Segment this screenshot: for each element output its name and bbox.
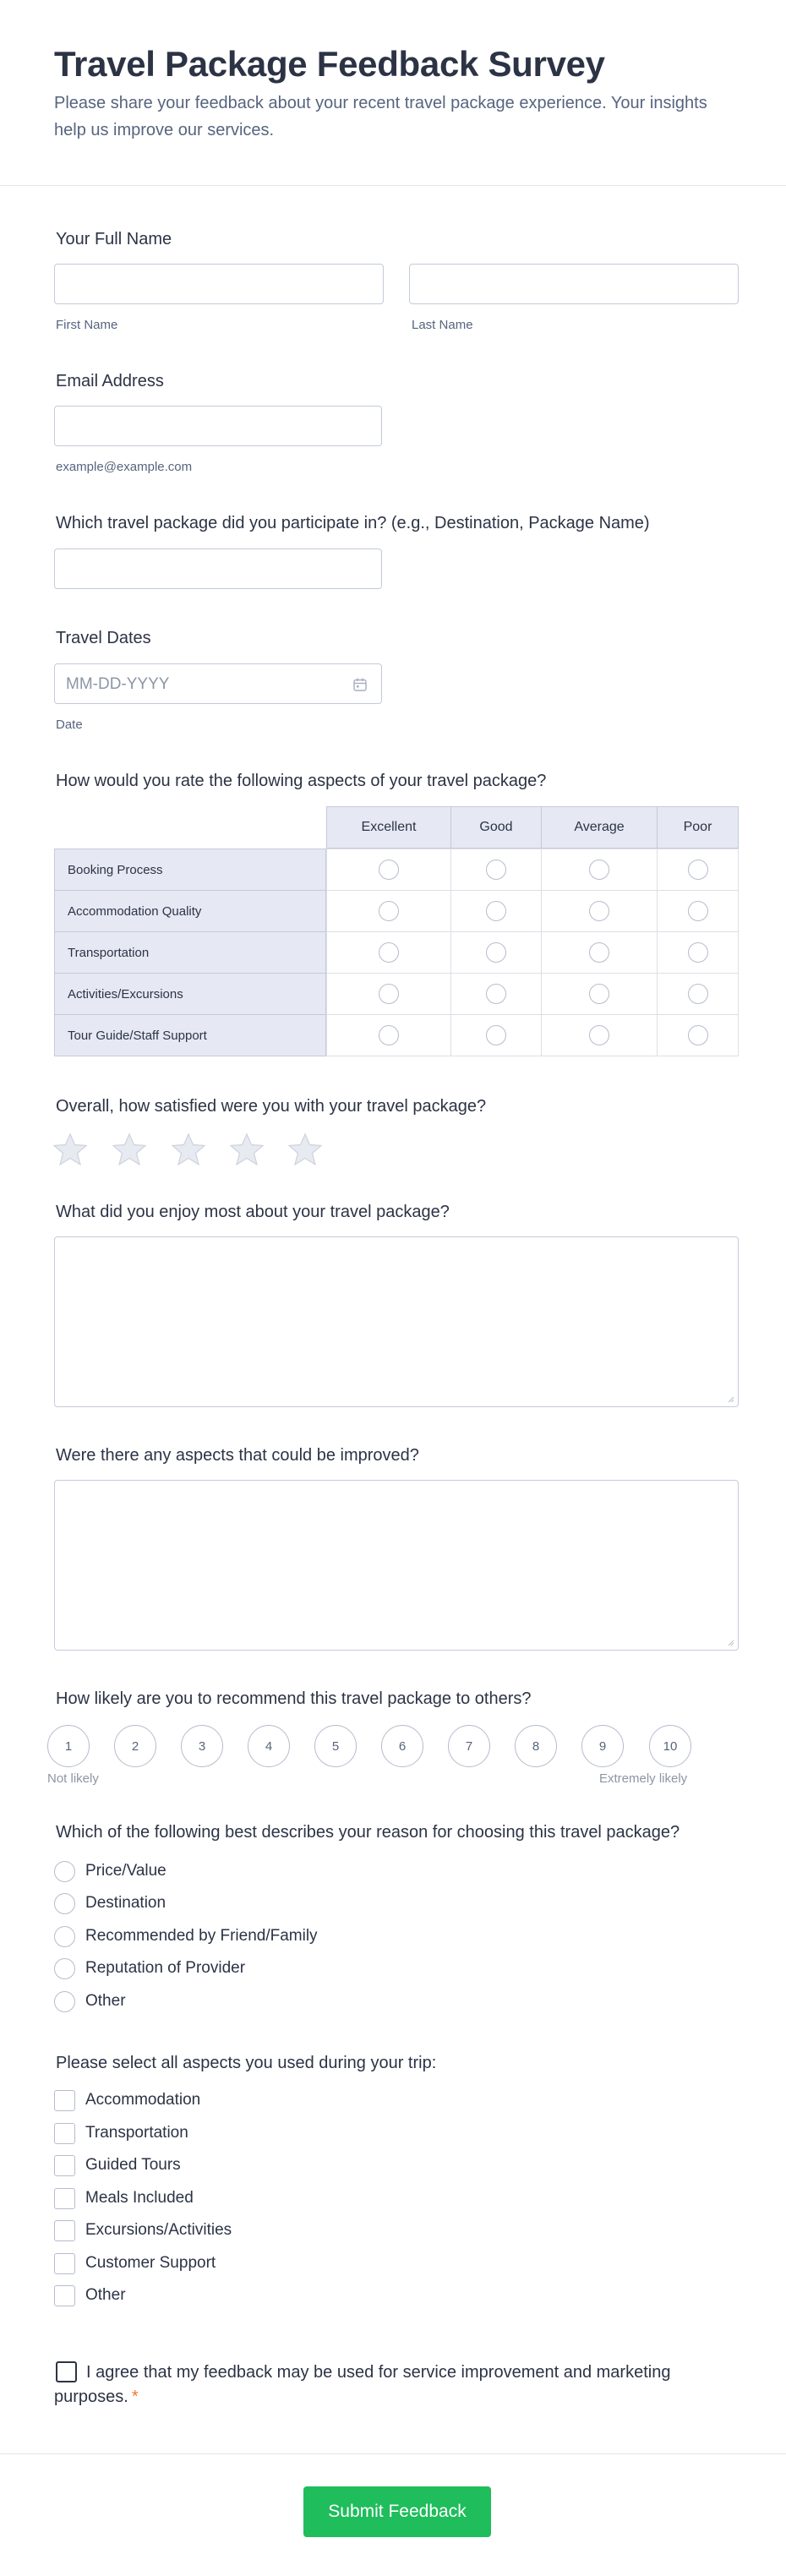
matrix-cell [326, 849, 451, 891]
calendar-icon[interactable] [352, 677, 368, 692]
matrix-row-transportation: Transportation [54, 931, 326, 974]
matrix-col-average: Average [541, 806, 658, 849]
agreement-label [54, 2360, 680, 2410]
star-icon[interactable] [229, 1132, 265, 1166]
matrix-radio[interactable] [589, 1025, 609, 1045]
checkbox[interactable] [54, 2188, 75, 2209]
matrix-radio[interactable] [688, 942, 708, 963]
star-icon[interactable] [52, 1132, 88, 1166]
travel-date-input[interactable] [54, 663, 382, 704]
email-label: Email Address [56, 372, 164, 390]
scale-option-5[interactable]: 5 [314, 1725, 357, 1767]
scale-option-9[interactable]: 9 [581, 1725, 624, 1767]
matrix-radio[interactable] [589, 860, 609, 880]
radio-button[interactable] [54, 1958, 75, 1979]
matrix-cell [657, 890, 739, 932]
option-label: Meals Included [85, 2189, 194, 2207]
resize-handle-icon[interactable] [726, 1638, 734, 1646]
improve-label: Were there any aspects that could be improved? [56, 1446, 419, 1465]
aspect-option-accommodation[interactable] [54, 2088, 200, 2112]
matrix-cell [541, 890, 658, 932]
checkbox[interactable] [54, 2285, 75, 2306]
matrix-col-poor: Poor [657, 806, 739, 849]
checkbox[interactable] [54, 2123, 75, 2144]
aspect-option-other[interactable] [54, 2284, 126, 2307]
matrix-label: How would you rate the following aspects of your travel package? [56, 772, 547, 790]
matrix-cell [541, 1014, 658, 1056]
scale-option-1[interactable]: 1 [47, 1725, 90, 1767]
full-name-label: Your Full Name [56, 230, 172, 248]
package-label: Which travel package did you participate in? (e.g., Destination, Package Name) [56, 514, 650, 532]
last-name-input[interactable] [409, 264, 739, 304]
email-sublabel: example@example.com [56, 460, 193, 474]
scale-option-10[interactable]: 10 [649, 1725, 691, 1767]
submit-button[interactable]: Submit Feedback [303, 2486, 491, 2537]
page-description: Please share your feedback about your recent travel package experience. Your insights help us improve our services. [54, 94, 707, 139]
footer-divider [0, 2453, 786, 2454]
matrix-cell [541, 849, 658, 891]
matrix-col-excellent: Excellent [326, 806, 451, 849]
option-label: Other [85, 1992, 126, 2010]
matrix-cell [657, 973, 739, 1015]
aspect-option-transportation[interactable] [54, 2121, 188, 2145]
scale-option-2[interactable]: 2 [114, 1725, 156, 1767]
agreement-checkbox[interactable] [56, 2361, 77, 2382]
scale-option-4[interactable]: 4 [248, 1725, 290, 1767]
matrix-cell [326, 931, 451, 974]
matrix-row-tour-guide: Tour Guide/Staff Support [54, 1014, 326, 1056]
matrix-radio[interactable] [486, 942, 506, 963]
checkbox[interactable] [54, 2220, 75, 2241]
scale-low-label: Not likely [47, 1771, 99, 1786]
matrix-radio[interactable] [688, 860, 708, 880]
matrix-radio[interactable] [379, 901, 399, 921]
matrix-cell [657, 849, 739, 891]
scale-high-label: Extremely likely [599, 1771, 688, 1786]
matrix-col-good: Good [450, 806, 542, 849]
radio-button[interactable] [54, 1893, 75, 1914]
radio-button[interactable] [54, 1991, 75, 2012]
radio-button[interactable] [54, 1861, 75, 1882]
matrix-radio[interactable] [486, 901, 506, 921]
option-label: Excursions/Activities [85, 2221, 232, 2239]
matrix-cell [450, 1014, 542, 1056]
option-label: Transportation [85, 2124, 188, 2142]
scale-option-6[interactable]: 6 [381, 1725, 423, 1767]
aspect-option-excursions[interactable] [54, 2219, 232, 2242]
enjoy-label: What did you enjoy most about your travel package? [56, 1203, 450, 1221]
option-label: Reputation of Provider [85, 1959, 246, 1977]
matrix-cell [326, 1014, 451, 1056]
matrix-cell [326, 973, 451, 1015]
matrix-cell [541, 931, 658, 974]
checkbox[interactable] [54, 2155, 75, 2176]
scale-option-3[interactable]: 3 [181, 1725, 223, 1767]
aspect-option-meals[interactable] [54, 2186, 194, 2210]
matrix-radio[interactable] [486, 984, 506, 1004]
matrix-row-accommodation: Accommodation Quality [54, 890, 326, 932]
matrix-radio[interactable] [688, 1025, 708, 1045]
first-name-input[interactable] [54, 264, 384, 304]
scale-option-7[interactable]: 7 [448, 1725, 490, 1767]
radio-button[interactable] [54, 1926, 75, 1947]
option-label: Other [85, 2286, 126, 2304]
matrix-cell [450, 931, 542, 974]
matrix-row-activities: Activities/Excursions [54, 973, 326, 1015]
option-label: Customer Support [85, 2254, 216, 2272]
matrix-radio[interactable] [589, 942, 609, 963]
reason-option-other[interactable] [54, 1989, 126, 2013]
reason-label: Which of the following best describes your reason for choosing this travel package? [56, 1823, 680, 1842]
matrix-row-booking: Booking Process [54, 849, 326, 891]
option-label: Guided Tours [85, 2156, 181, 2174]
improve-textarea[interactable] [54, 1480, 739, 1651]
option-label: Recommended by Friend/Family [85, 1927, 318, 1945]
matrix-radio[interactable] [486, 1025, 506, 1045]
matrix-radio[interactable] [379, 984, 399, 1004]
date-sublabel: Date [56, 718, 83, 732]
matrix-cell [450, 849, 542, 891]
matrix-radio[interactable] [379, 942, 399, 963]
star-icon[interactable] [112, 1132, 147, 1166]
matrix-radio[interactable] [379, 860, 399, 880]
page-title: Travel Package Feedback Survey [54, 44, 605, 84]
package-input[interactable] [54, 548, 382, 589]
matrix-cell [657, 931, 739, 974]
last-name-sublabel: Last Name [412, 318, 473, 332]
checkbox[interactable] [54, 2090, 75, 2111]
reason-option-destination[interactable] [54, 1891, 166, 1915]
star-icon[interactable] [171, 1132, 206, 1166]
required-mark: * [131, 2388, 139, 2406]
star-icon[interactable] [287, 1132, 323, 1166]
matrix-cell [450, 973, 542, 1015]
option-label: Destination [85, 1894, 166, 1912]
reason-option-price[interactable] [54, 1859, 166, 1883]
satisfaction-label: Overall, how satisfied were you with your travel package? [56, 1097, 487, 1116]
matrix-radio[interactable] [379, 1025, 399, 1045]
matrix-cell [657, 1014, 739, 1056]
aspect-option-customer-support[interactable] [54, 2251, 216, 2275]
resize-handle-icon[interactable] [726, 1394, 734, 1403]
option-label: Accommodation [85, 2091, 201, 2109]
matrix-radio[interactable] [688, 901, 708, 921]
first-name-sublabel: First Name [56, 318, 118, 332]
matrix-radio[interactable] [688, 984, 708, 1004]
reason-option-recommended[interactable] [54, 1924, 318, 1948]
matrix-radio[interactable] [486, 860, 506, 880]
aspects-label: Please select all aspects you used during your trip: [56, 2054, 437, 2072]
travel-dates-label: Travel Dates [56, 629, 151, 647]
reason-option-reputation[interactable] [54, 1957, 245, 1980]
date-placeholder: MM-DD-YYYY [66, 675, 170, 693]
enjoy-textarea[interactable] [54, 1236, 739, 1407]
form-header [0, 0, 786, 186]
matrix-cell [541, 973, 658, 1015]
recommend-label: How likely are you to recommend this travel package to others? [56, 1689, 532, 1708]
aspect-option-guided-tours[interactable] [54, 2153, 181, 2177]
matrix-radio[interactable] [589, 984, 609, 1004]
matrix-cell [326, 890, 451, 932]
agreement-text: I agree that my feedback may be used for service improvement and marketing purposes. [54, 2363, 671, 2406]
matrix-cell [450, 890, 542, 932]
matrix-radio[interactable] [589, 901, 609, 921]
checkbox[interactable] [54, 2253, 75, 2274]
email-input[interactable] [54, 406, 382, 446]
scale-option-8[interactable]: 8 [515, 1725, 557, 1767]
option-label: Price/Value [85, 1862, 166, 1880]
